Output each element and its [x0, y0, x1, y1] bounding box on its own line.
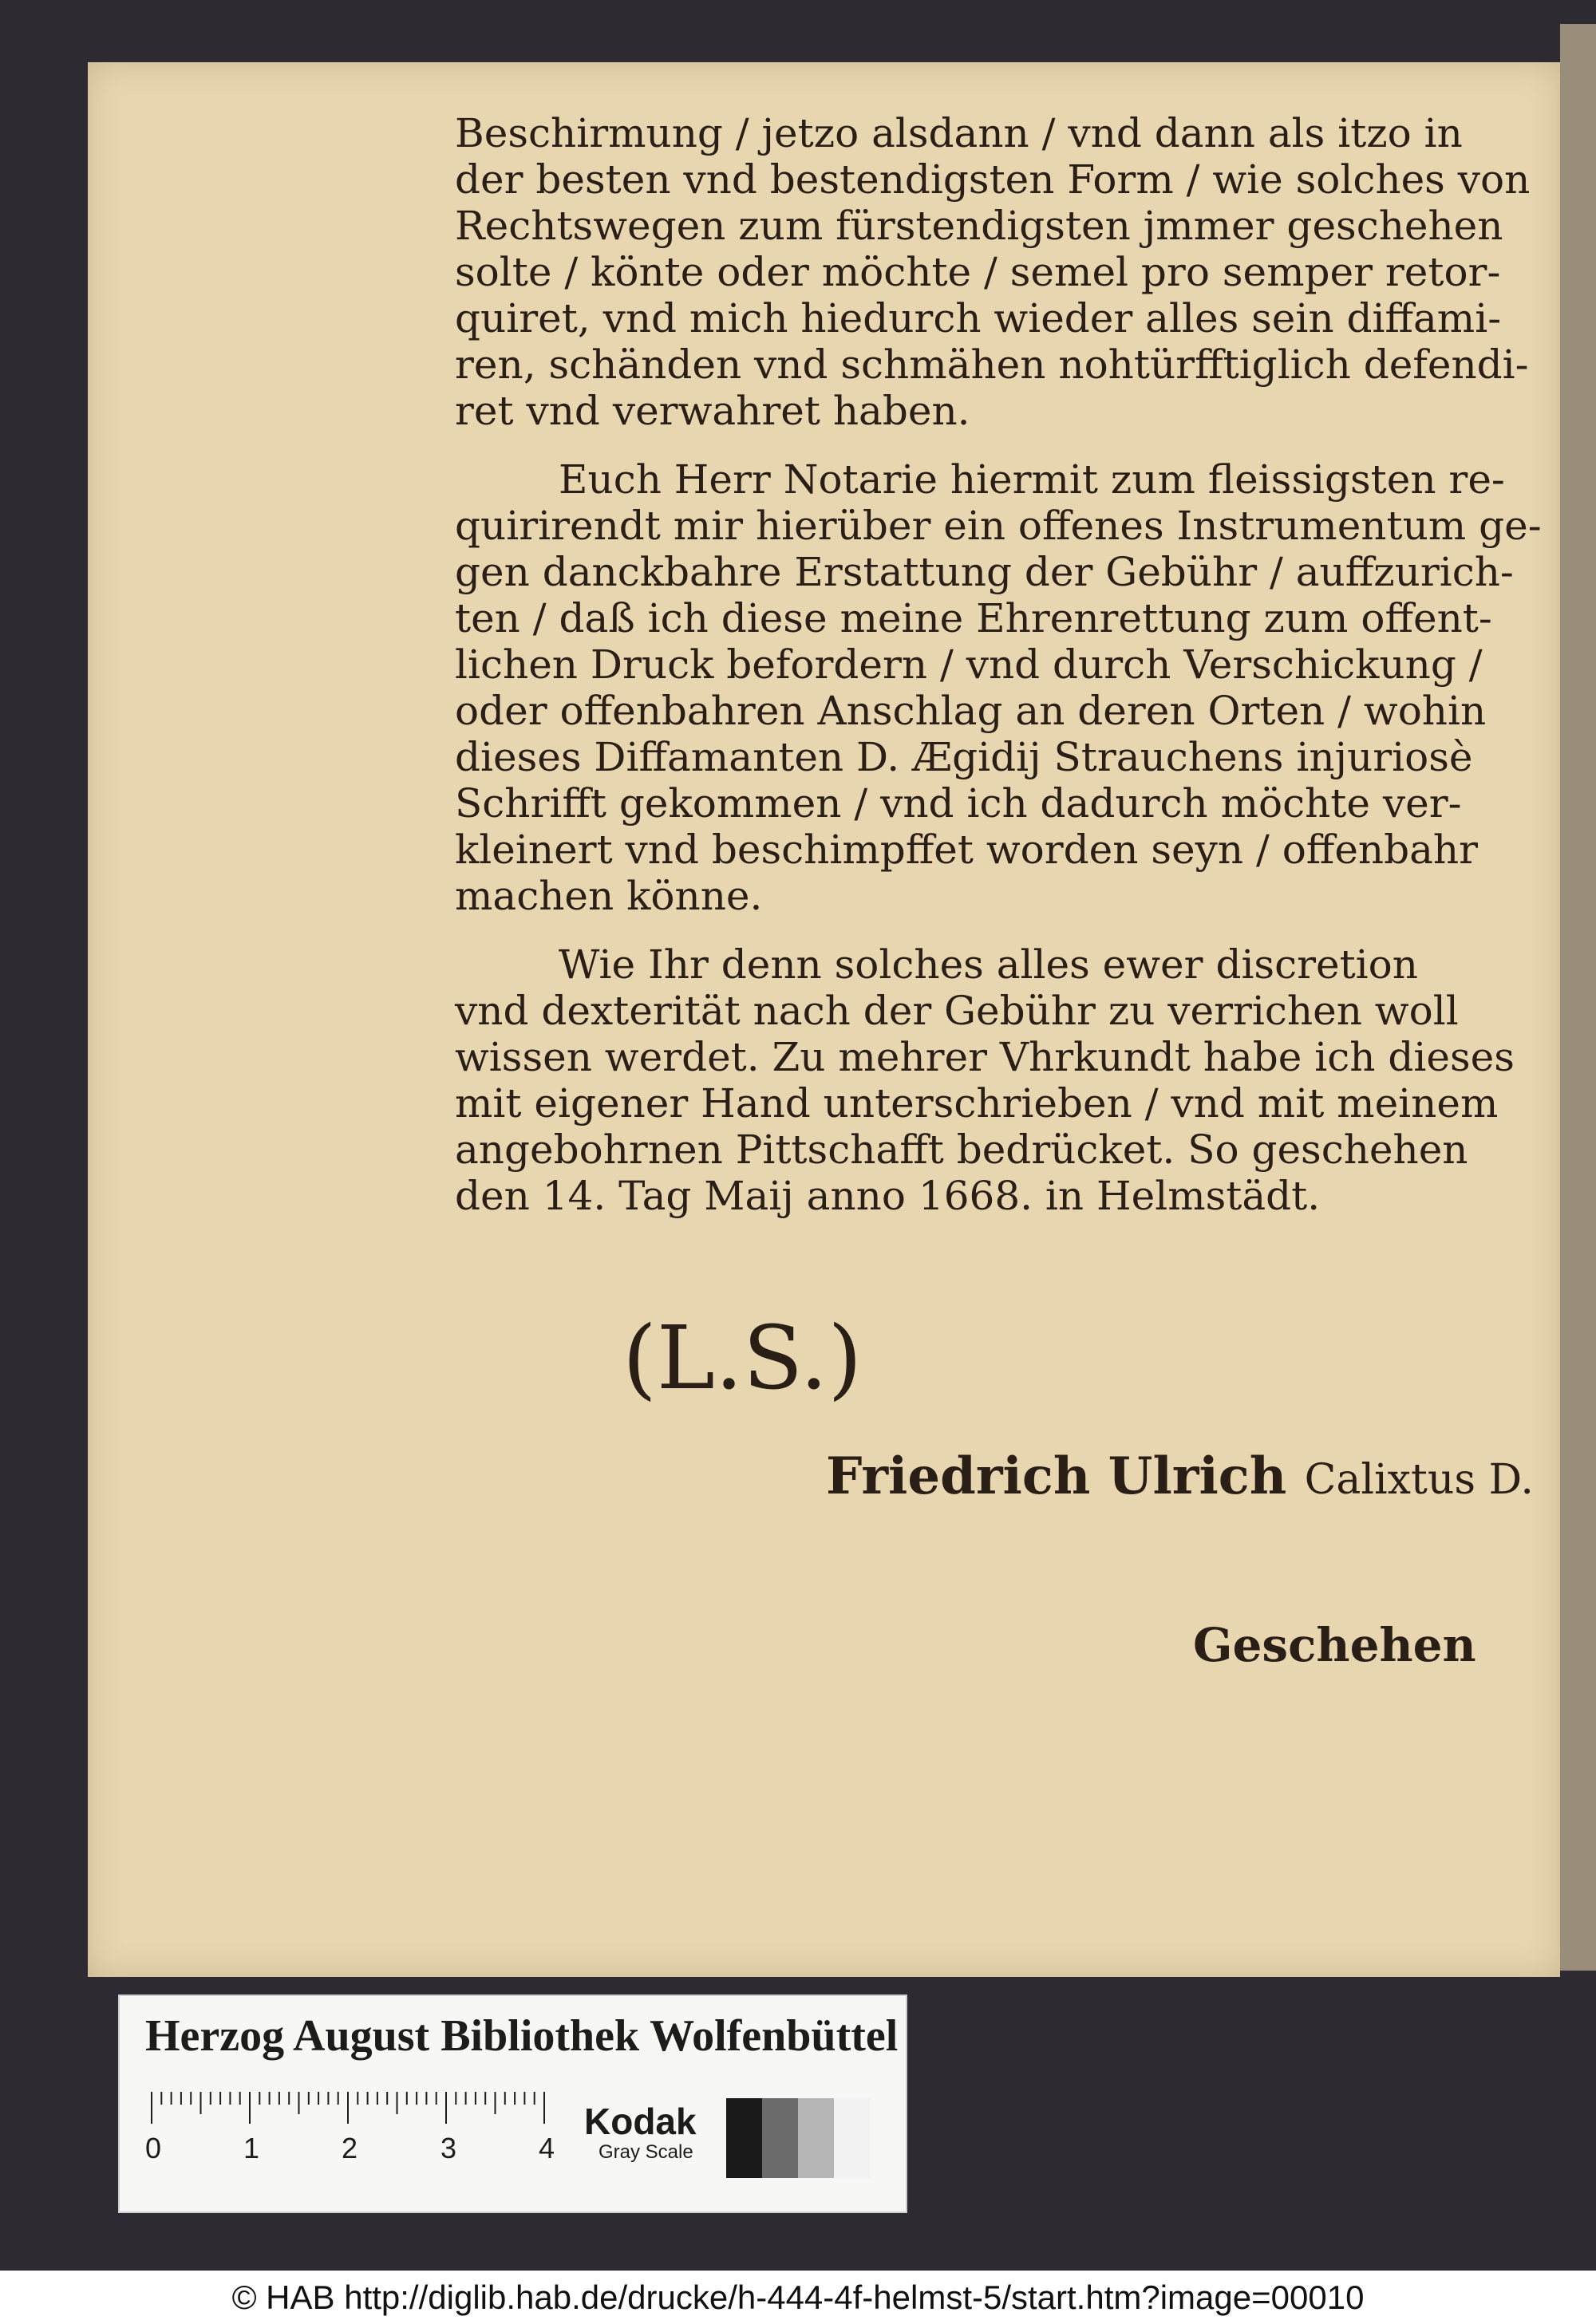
footer-credit: © HAB http://diglib.hab.de/drucke/h-444-4f-helmst-5/start.htm?image=00010	[0, 2271, 1596, 2324]
gray-patch	[798, 2098, 834, 2178]
text-line: vnd dexterität nach der Gebühr zu verrichen woll	[455, 988, 1459, 1034]
scanned-page	[88, 62, 1560, 1977]
kodak-logo: Kodak	[584, 2101, 697, 2142]
paragraph-2	[455, 456, 1542, 919]
text-line: den 14. Tag Maij anno 1668. in Helmstädt.	[455, 1173, 1321, 1219]
adjacent-page-edge	[1560, 24, 1596, 1971]
text-line: machen könne.	[455, 873, 763, 919]
ruler-number: 1	[243, 2132, 260, 2162]
text-line: quirirendt mir hierüber ein offenes Instrumentum ge-	[455, 503, 1542, 549]
text-line: kleinert vnd beschimpffet worden seyn / offenbahr	[455, 827, 1479, 873]
ruler-number: 2	[342, 2132, 358, 2162]
text-line: oder offenbahren Anschlag an deren Orten / wohin	[455, 688, 1487, 734]
gray-patch	[762, 2098, 798, 2178]
ruler-number: 3	[440, 2132, 457, 2162]
text-line: Rechtswegen zum fürstendigsten jmmer geschehen	[455, 203, 1503, 249]
ruler-number: 0	[145, 2132, 162, 2162]
gray-patch	[834, 2098, 870, 2178]
target-title: Herzog August Bibliothek Wolfenbüttel	[145, 2011, 899, 2061]
text-line: ten / daß ich diese meine Ehrenrettung zum offent-	[455, 595, 1492, 641]
text-line: Beschirmung / jetzo alsdann / vnd dann als itzo in	[455, 110, 1463, 156]
seal-mark: (L.S.)	[622, 1307, 863, 1409]
text-line: gen danckbahre Erstattung der Gebühr / auffzurich-	[455, 549, 1514, 595]
catchword: Geschehen	[1193, 1618, 1476, 1672]
text-line: angebohrnen Pittschafft bedrücket. So geschehen	[455, 1126, 1468, 1173]
text-line: ret vnd verwahret haben.	[455, 388, 970, 434]
text-line: quiret, vnd mich hiedurch wieder alles sein diffami-	[455, 295, 1502, 341]
text-line: ren, schänden vnd schmähen nohtürfftiglich defendi-	[455, 341, 1529, 388]
color-target	[118, 1995, 907, 2213]
body-text	[455, 110, 1542, 1241]
text-line: der besten vnd bestendigsten Form / wie solches von	[455, 156, 1531, 203]
paragraph-3	[455, 941, 1515, 1219]
text-line: dieses Diffamanten D. Ægidij Strauchens injuriosè	[455, 734, 1473, 780]
gray-scale-label: Gray Scale	[598, 2141, 693, 2163]
text-line: Schrifft gekommen / vnd ich dadurch möchte ver-	[455, 780, 1462, 827]
text-line: Euch Herr Notarie hiermit zum fleissigsten re-	[559, 456, 1505, 503]
text-line: mit eigener Hand unterschrieben / vnd mit meinem	[455, 1080, 1499, 1126]
signature-name: Friedrich Ulrich	[826, 1446, 1287, 1506]
text-line: lichen Druck befordern / vnd durch Verschickung /	[455, 641, 1483, 688]
text-line: solte / könte oder möchte / semel pro semper retor-	[455, 249, 1501, 295]
ruler	[144, 2090, 575, 2162]
signature	[826, 1446, 1534, 1506]
signature-degree: Calixtus D.	[1304, 1456, 1534, 1504]
text-line: Wie Ihr denn solches alles ewer discretion	[559, 941, 1418, 988]
paragraph-1	[455, 110, 1531, 434]
gray-patch	[726, 2098, 762, 2178]
text-line: wissen werdet. Zu mehrer Vhrkundt habe ich dieses	[455, 1034, 1515, 1080]
ruler-number: 4	[539, 2132, 555, 2162]
gray-patches	[726, 2098, 870, 2178]
